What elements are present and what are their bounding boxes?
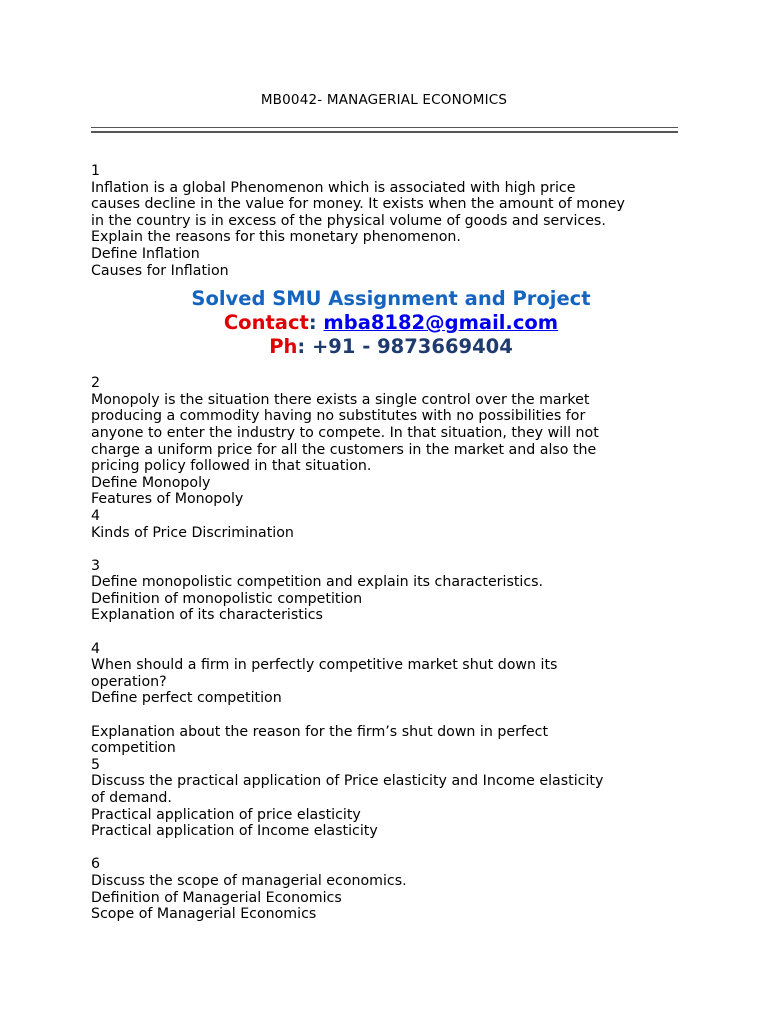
question-subpoint: Practical application of price elasticity — [91, 806, 361, 823]
question-text: of demand. — [91, 790, 172, 806]
question-subpoint: Define Inflation — [91, 245, 200, 262]
question-subpoint: Causes for Inflation — [91, 262, 229, 279]
question-subpoint: competition — [91, 740, 176, 757]
contact-email-link[interactable]: mba8182@gmail.com — [323, 311, 559, 335]
document-title: MB0042- MANAGERIAL ECONOMICS — [260, 92, 508, 108]
question-subpoint: Features of Monopoly — [91, 491, 244, 508]
question-text: causes decline in the value for money. It exists when the amount of money — [91, 196, 625, 213]
question-1 — [91, 163, 691, 279]
promo-phone-line — [91, 335, 691, 359]
question-text: producing a commodity having no substitutes with no possibilities for — [91, 408, 586, 425]
contact-separator: : — [308, 311, 324, 335]
question-number: 2 — [91, 375, 101, 392]
question-2 — [91, 375, 691, 541]
phone-label: Ph — [269, 335, 298, 359]
question-number: 4 — [91, 640, 101, 657]
question-subpoint: Practical application of Income elasticity — [91, 823, 378, 840]
spacer — [91, 707, 691, 724]
question-text: charge a uniform price for all the customers in the market and also the — [91, 441, 597, 458]
promo-contact-line — [91, 311, 691, 335]
title-divider-thick — [91, 131, 678, 133]
question-text: Discuss the scope of managerial economics. — [91, 872, 407, 889]
question-subpoint: Define perfect competition — [91, 690, 282, 707]
question-number: 3 — [91, 557, 101, 574]
question-4 — [91, 641, 691, 757]
question-number: 5 — [91, 756, 101, 773]
question-subpoint: Definition of monopolistic competition — [91, 590, 363, 607]
question-subpoint: Explanation of its characteristics — [91, 607, 323, 624]
spacer — [91, 624, 691, 641]
question-text: When should a firm in perfectly competitive market shut down its — [91, 657, 558, 674]
question-text: pricing policy followed in that situation. — [91, 458, 372, 475]
promo-heading: Solved SMU Assignment and Project — [191, 287, 591, 311]
question-subpoint: Definition of Managerial Economics — [91, 889, 342, 906]
question-text: Inflation is a global Phenomenon which is associated with high price — [91, 179, 576, 196]
question-number: 6 — [91, 856, 101, 873]
question-text: operation? — [91, 673, 167, 690]
promo-block — [91, 287, 691, 359]
question-text: in the country is in excess of the physical volume of goods and services. — [91, 212, 606, 229]
question-text: Discuss the practical application of Price elasticity and Income elasticity — [91, 773, 604, 790]
spacer — [91, 840, 691, 857]
question-text: anyone to enter the industry to compete. In that situation, they will not — [91, 424, 599, 441]
question-subpoint: Kinds of Price Discrimination — [91, 524, 294, 541]
contact-label: Contact — [223, 311, 309, 335]
question-subpoint: Scope of Managerial Economics — [91, 906, 317, 923]
question-5 — [91, 757, 691, 840]
phone-number: : +91 - 9873669404 — [297, 335, 513, 359]
question-3 — [91, 558, 691, 624]
spacer — [91, 541, 691, 558]
document-body — [91, 163, 691, 923]
question-text: Define monopolistic competition and explain its characteristics. — [91, 574, 544, 591]
question-number: 1 — [91, 163, 101, 179]
question-text: Monopoly is the situation there exists a single control over the market — [91, 391, 590, 408]
title-divider-thin — [91, 127, 678, 128]
question-6 — [91, 856, 691, 922]
question-text: Explain the reasons for this monetary phenomenon. — [91, 229, 461, 246]
question-subpoint: Define Monopoly — [91, 474, 211, 491]
question-subpoint: Explanation about the reason for the firm’s shut down in perfect — [91, 723, 549, 740]
subpoint-number: 4 — [91, 507, 101, 524]
